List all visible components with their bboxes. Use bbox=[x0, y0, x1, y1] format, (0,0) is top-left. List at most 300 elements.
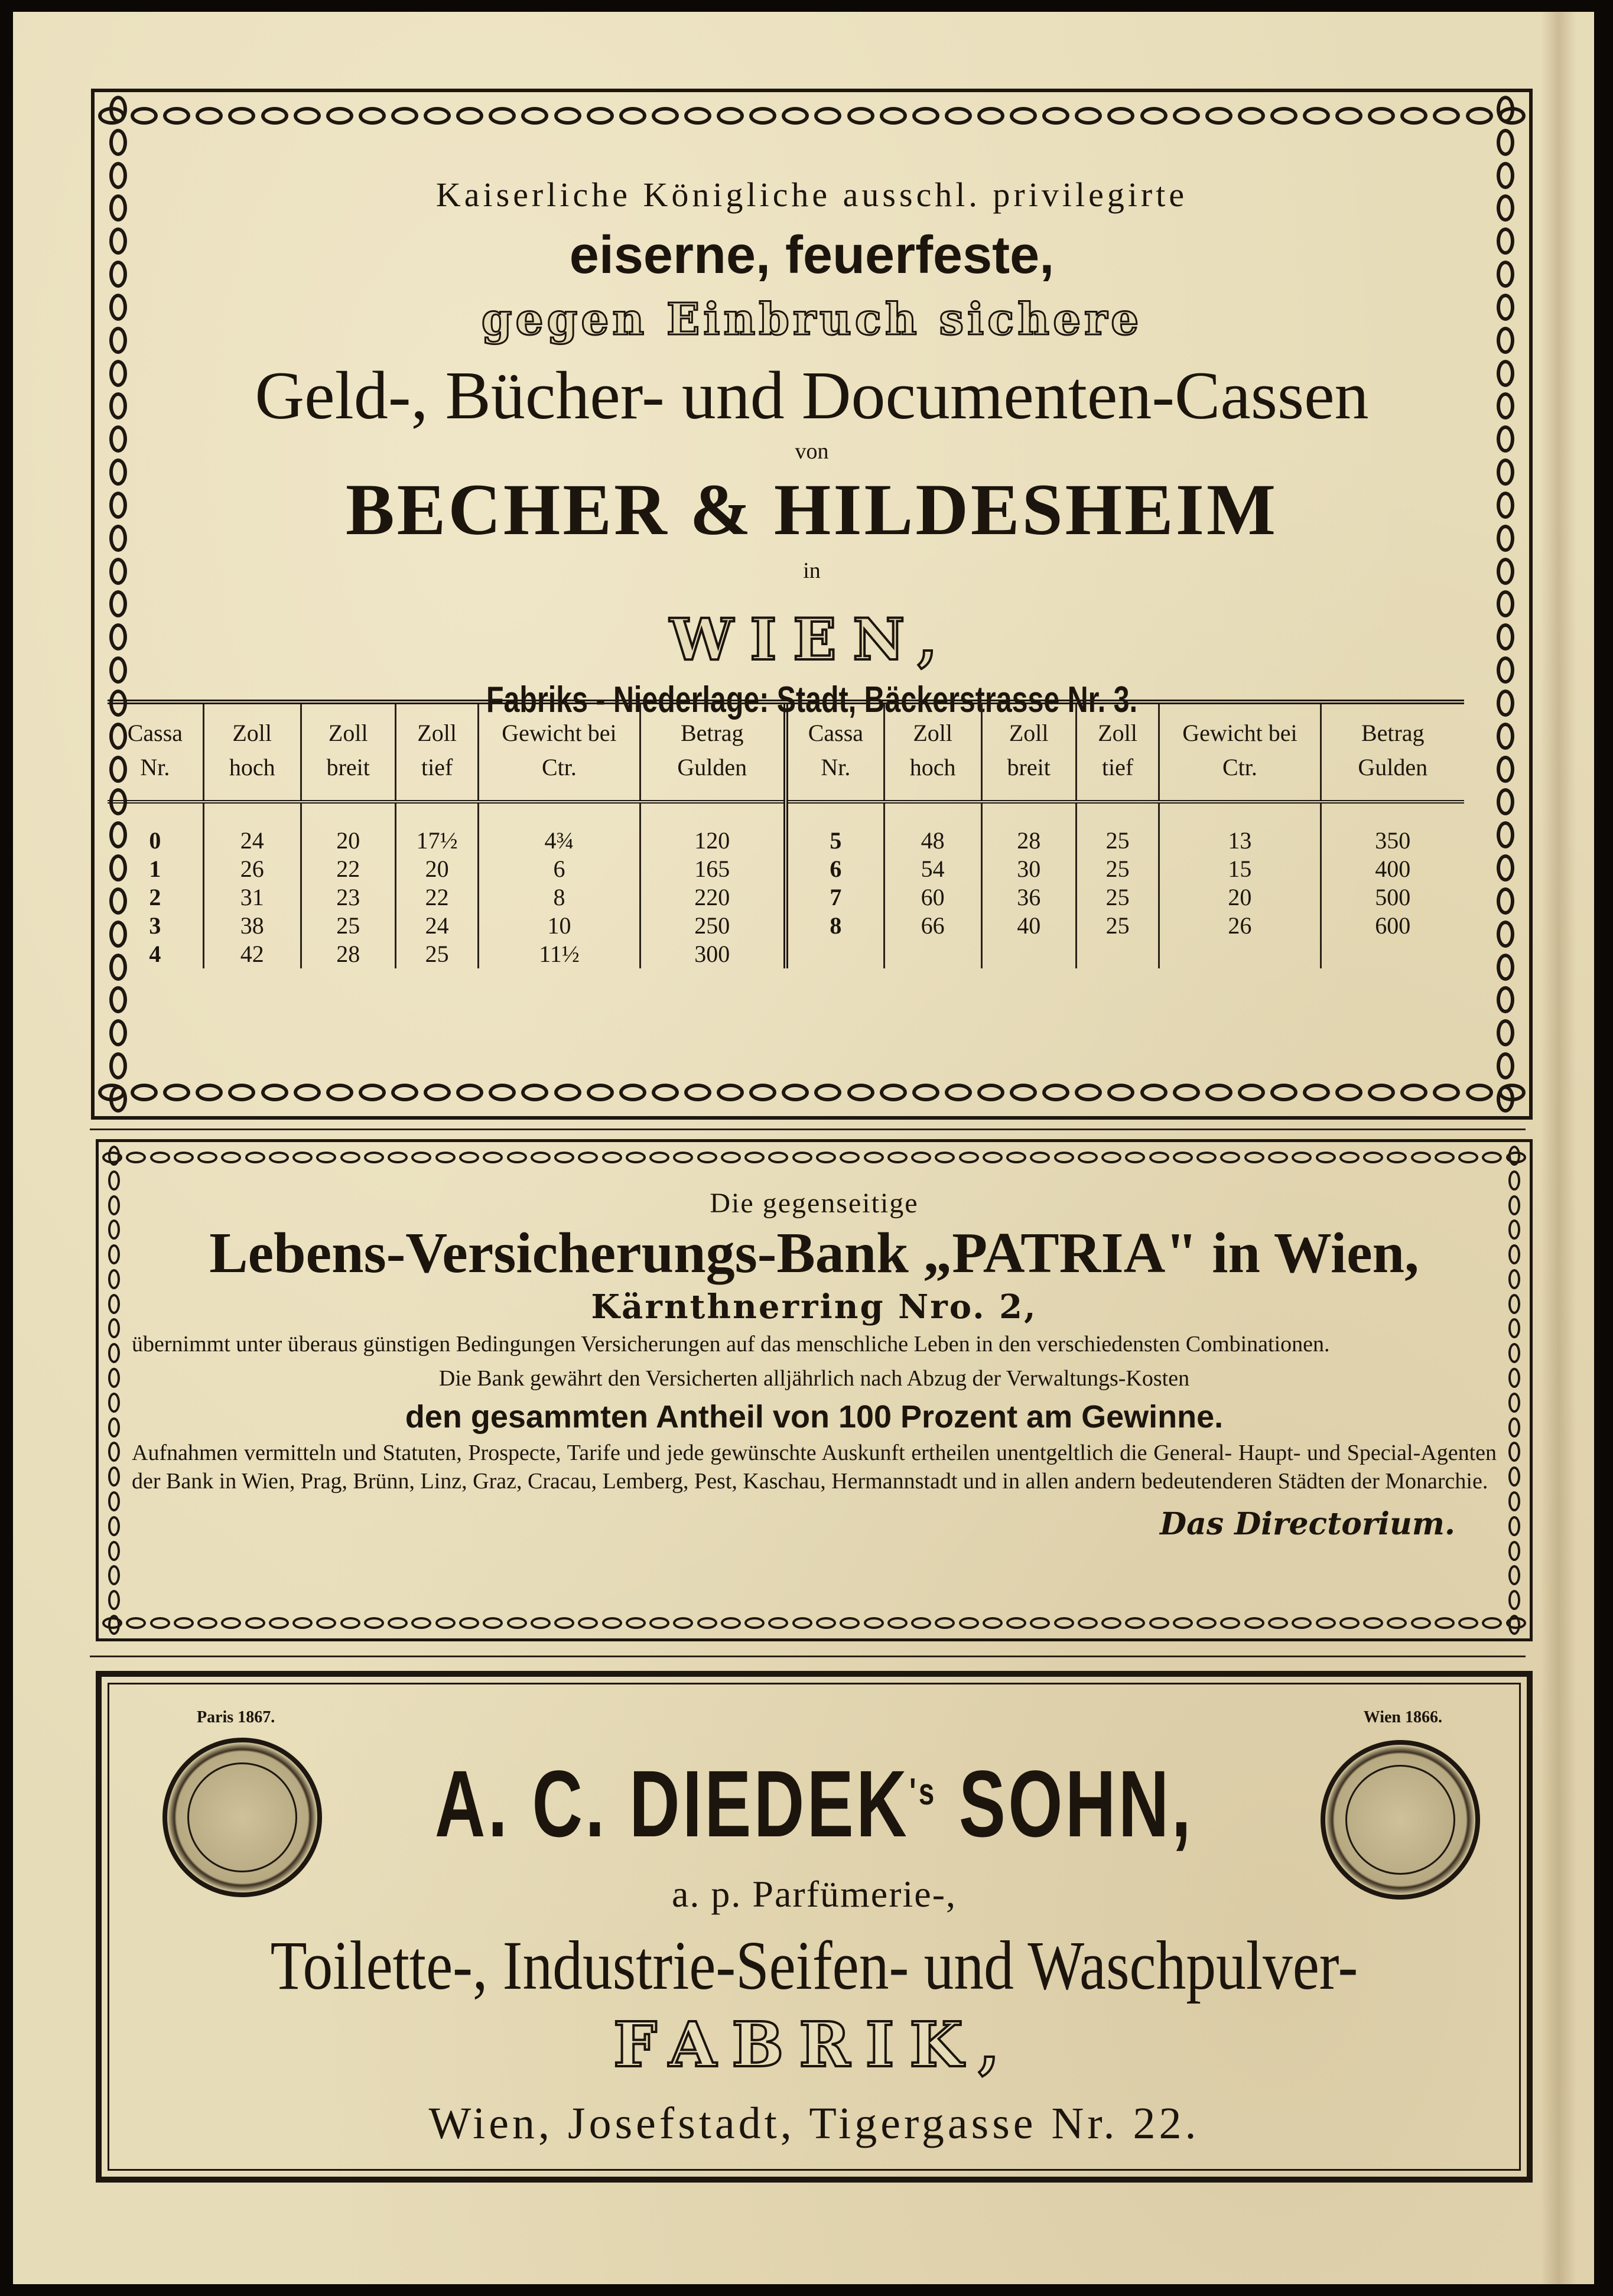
chain-link bbox=[261, 1084, 288, 1101]
chain-link bbox=[1508, 1393, 1520, 1413]
chain-link bbox=[768, 1617, 788, 1629]
chain-link bbox=[109, 1019, 127, 1046]
table-row bbox=[108, 883, 1464, 912]
chain-link bbox=[109, 986, 127, 1013]
chain-link bbox=[619, 107, 646, 125]
table-cell: 165 bbox=[640, 855, 786, 883]
chain-link bbox=[1220, 1152, 1240, 1163]
table-cell: 25 bbox=[1076, 855, 1159, 883]
chain-link bbox=[768, 1152, 788, 1163]
chain-link bbox=[108, 1219, 120, 1240]
table-cell: 25 bbox=[301, 912, 395, 940]
chain-link bbox=[673, 1152, 693, 1163]
table-cell: 11½ bbox=[479, 940, 640, 968]
chain-link bbox=[864, 1152, 884, 1163]
chain-link bbox=[649, 1617, 669, 1629]
chain-link bbox=[945, 1084, 972, 1101]
chain-link bbox=[554, 1084, 581, 1101]
chain-link bbox=[1292, 1152, 1312, 1163]
table-cell: 3 bbox=[149, 912, 161, 939]
chain-link bbox=[108, 1491, 120, 1511]
chain-link bbox=[340, 1617, 360, 1629]
chain-link bbox=[435, 1152, 456, 1163]
chain-link bbox=[684, 107, 711, 125]
chain-link bbox=[108, 1146, 120, 1166]
table-cell: 25 bbox=[395, 940, 478, 968]
chain-link bbox=[652, 107, 679, 125]
chain-link bbox=[1335, 1084, 1362, 1101]
chain-link bbox=[1411, 1617, 1431, 1629]
table-cell: 20 bbox=[1159, 883, 1321, 912]
table-cell: 600 bbox=[1321, 912, 1464, 940]
table-cell: 42 bbox=[203, 940, 301, 968]
chain-link bbox=[816, 1152, 836, 1163]
chain-link bbox=[959, 1152, 979, 1163]
table-header-cell: Zoll tief bbox=[1076, 704, 1159, 802]
chain-link bbox=[983, 1152, 1003, 1163]
chain-link bbox=[977, 1084, 1004, 1101]
chain-link bbox=[1497, 954, 1514, 981]
chain-link bbox=[228, 107, 255, 125]
medal-eagle bbox=[1345, 1765, 1455, 1875]
product-headline: Geld-, Bücher- und Documenten-Cassen bbox=[255, 358, 1369, 434]
chain-link bbox=[1497, 887, 1514, 915]
chain-link bbox=[959, 1617, 979, 1629]
chain-link bbox=[388, 1617, 408, 1629]
chain-link bbox=[1125, 1617, 1145, 1629]
table-cell: 10 bbox=[479, 912, 640, 940]
table-header-cell: Zoll breit bbox=[301, 704, 395, 802]
chain-link bbox=[456, 107, 483, 125]
table-cell: 4¾ bbox=[479, 802, 640, 855]
chain-link bbox=[1078, 1152, 1098, 1163]
chain-link bbox=[150, 1152, 170, 1163]
chain-link bbox=[1497, 788, 1514, 815]
chain-link bbox=[459, 1617, 479, 1629]
chain-link bbox=[1140, 107, 1168, 125]
company-name: BECHER & HILDESHEIM bbox=[345, 469, 1279, 550]
table-cell: 6 bbox=[479, 855, 640, 883]
chain-link bbox=[109, 360, 127, 387]
table-cell: 300 bbox=[640, 940, 786, 968]
table-cell: 66 bbox=[884, 912, 981, 940]
table-header-row bbox=[108, 704, 1464, 802]
chain-link bbox=[109, 458, 127, 486]
chain-link bbox=[109, 492, 127, 519]
diedek-fabrik: FABRIK, bbox=[613, 2008, 1015, 2081]
chain-link bbox=[1482, 1152, 1502, 1163]
chain-link bbox=[697, 1617, 717, 1629]
chain-link bbox=[1497, 1019, 1514, 1046]
chain-link bbox=[326, 107, 353, 125]
chain-link bbox=[294, 1084, 321, 1101]
table-cell: 25 bbox=[1076, 802, 1159, 855]
chain-link bbox=[945, 107, 972, 125]
chain-link bbox=[316, 1152, 336, 1163]
table-row bbox=[108, 802, 1464, 855]
chain-link bbox=[1316, 1617, 1336, 1629]
chain-link bbox=[109, 129, 127, 156]
chain-link bbox=[269, 1617, 289, 1629]
advertisement-page bbox=[13, 12, 1594, 2284]
table-cell: 40 bbox=[981, 912, 1076, 940]
chain-link bbox=[887, 1152, 908, 1163]
table-cell: 28 bbox=[301, 940, 395, 968]
chain-link bbox=[1363, 1617, 1383, 1629]
chain-link bbox=[108, 1541, 120, 1561]
chain-link bbox=[1497, 261, 1514, 288]
table-cell: 54 bbox=[884, 855, 981, 883]
table-header-cell: Zoll breit bbox=[981, 704, 1076, 802]
medal-caption-paris: Paris 1867. bbox=[197, 1708, 275, 1726]
diedek-company-name bbox=[292, 1749, 1336, 1858]
chain-link bbox=[1458, 1152, 1478, 1163]
chain-link bbox=[1400, 1084, 1427, 1101]
chain-link bbox=[744, 1617, 765, 1629]
chain-link bbox=[1054, 1617, 1074, 1629]
chain-link bbox=[619, 1084, 646, 1101]
chain-link bbox=[1387, 1152, 1407, 1163]
divider-rule bbox=[90, 1656, 1526, 1657]
table-cell bbox=[981, 940, 1076, 968]
table-cell: 500 bbox=[1321, 883, 1464, 912]
chain-link bbox=[1508, 1541, 1520, 1561]
chain-link bbox=[424, 107, 451, 125]
chain-link bbox=[1368, 1084, 1395, 1101]
table-cell: 48 bbox=[884, 802, 981, 855]
table-cell: 1 bbox=[149, 856, 161, 882]
chain-link bbox=[108, 1466, 120, 1487]
table-row bbox=[108, 855, 1464, 883]
cassa-price-table bbox=[108, 700, 1464, 968]
chain-link bbox=[108, 1442, 120, 1462]
chain-link bbox=[108, 1417, 120, 1438]
chain-link bbox=[1497, 986, 1514, 1013]
chain-border-bottom bbox=[102, 1611, 1526, 1635]
chain-link bbox=[531, 1617, 551, 1629]
chain-link bbox=[196, 107, 223, 125]
chain-link bbox=[744, 1152, 765, 1163]
chain-link bbox=[197, 1152, 217, 1163]
chain-link bbox=[196, 1084, 223, 1101]
table-row bbox=[108, 912, 1464, 940]
chain-link bbox=[1107, 107, 1134, 125]
chain-link bbox=[684, 1084, 711, 1101]
table-cell: 17½ bbox=[395, 802, 478, 855]
chain-link bbox=[816, 1617, 836, 1629]
table-header-cell: Zoll hoch bbox=[203, 704, 301, 802]
chain-link bbox=[269, 1152, 289, 1163]
chain-link bbox=[587, 107, 614, 125]
chain-link bbox=[1508, 1244, 1520, 1264]
chain-link bbox=[847, 107, 874, 125]
chain-link bbox=[1497, 756, 1514, 783]
chain-link bbox=[1303, 1084, 1330, 1101]
table-cell: 25 bbox=[1076, 883, 1159, 912]
chain-link bbox=[109, 194, 127, 222]
chain-link bbox=[294, 107, 321, 125]
chain-link bbox=[1497, 558, 1514, 585]
chain-link bbox=[108, 1294, 120, 1314]
chain-link bbox=[109, 656, 127, 684]
chain-link bbox=[1497, 458, 1514, 486]
chain-link bbox=[814, 107, 841, 125]
chain-link bbox=[1173, 1617, 1193, 1629]
table-cell: 36 bbox=[981, 883, 1076, 912]
table-cell bbox=[1076, 940, 1159, 968]
table-header-cell: Gewicht bei Ctr. bbox=[1159, 704, 1321, 802]
chain-link bbox=[108, 1244, 120, 1264]
table-header-cell: Gewicht bei Ctr. bbox=[479, 704, 640, 802]
chain-link bbox=[1010, 1084, 1037, 1101]
chain-link bbox=[1196, 1617, 1217, 1629]
chain-link bbox=[1205, 107, 1232, 125]
table-cell: 31 bbox=[203, 883, 301, 912]
table-cell: 20 bbox=[395, 855, 478, 883]
chain-link bbox=[792, 1152, 812, 1163]
chain-link bbox=[1497, 96, 1514, 123]
chain-link bbox=[1497, 723, 1514, 750]
chain-link bbox=[109, 294, 127, 321]
chain-link bbox=[108, 1170, 120, 1191]
table-cell bbox=[884, 940, 981, 968]
chain-link bbox=[1238, 1084, 1265, 1101]
diedek-products: Toilette-, Industrie-Seifen- und Waschpulver- bbox=[270, 1927, 1358, 2004]
chain-link bbox=[1268, 1617, 1288, 1629]
chain-link bbox=[626, 1617, 646, 1629]
chain-link bbox=[108, 1590, 120, 1610]
chain-link bbox=[587, 1084, 614, 1101]
chain-link bbox=[109, 425, 127, 453]
chain-link bbox=[1078, 1617, 1098, 1629]
table-cell: 24 bbox=[395, 912, 478, 940]
chain-link bbox=[1497, 194, 1514, 222]
chain-link bbox=[292, 1152, 313, 1163]
chain-link bbox=[840, 1617, 860, 1629]
chain-link bbox=[912, 107, 939, 125]
table-cell: 350 bbox=[1321, 802, 1464, 855]
table-cell: 400 bbox=[1321, 855, 1464, 883]
chain-link bbox=[880, 1084, 907, 1101]
chain-link bbox=[459, 1152, 479, 1163]
table-cell: 13 bbox=[1159, 802, 1321, 855]
chain-link bbox=[261, 107, 288, 125]
table-cell bbox=[1321, 940, 1464, 968]
chain-link bbox=[721, 1152, 741, 1163]
chain-border-left bbox=[102, 1146, 126, 1635]
chain-link bbox=[435, 1617, 456, 1629]
chain-link bbox=[174, 1617, 194, 1629]
chain-link bbox=[326, 1084, 353, 1101]
chain-link bbox=[108, 1615, 120, 1635]
chain-link bbox=[109, 525, 127, 552]
table-cell: 8 bbox=[479, 883, 640, 912]
von-label: von bbox=[795, 438, 829, 464]
table-cell: 7 bbox=[786, 883, 884, 912]
table-cell: 38 bbox=[203, 912, 301, 940]
table-cell bbox=[1159, 940, 1321, 968]
chain-link bbox=[340, 1152, 360, 1163]
chain-link bbox=[108, 1318, 120, 1338]
table-cell: 22 bbox=[301, 855, 395, 883]
chain-link bbox=[1149, 1617, 1169, 1629]
chain-link bbox=[554, 1152, 574, 1163]
chain-link bbox=[1482, 1617, 1502, 1629]
chain-link bbox=[1075, 107, 1102, 125]
chain-link bbox=[197, 1617, 217, 1629]
diedek-sohn: SOHN, bbox=[958, 1751, 1194, 1856]
chain-link bbox=[717, 107, 744, 125]
table-row bbox=[108, 940, 1464, 968]
medal-caption-wien: Wien 1866. bbox=[1363, 1708, 1442, 1726]
chain-link bbox=[531, 1152, 551, 1163]
chain-link bbox=[1292, 1617, 1312, 1629]
table-cell: 25 bbox=[1076, 912, 1159, 940]
chain-link bbox=[649, 1152, 669, 1163]
chain-link bbox=[911, 1617, 931, 1629]
chain-link bbox=[1006, 1617, 1026, 1629]
table-cell: 220 bbox=[640, 883, 786, 912]
chain-link bbox=[1508, 1146, 1520, 1166]
chain-link bbox=[717, 1084, 744, 1101]
chain-link bbox=[1508, 1615, 1520, 1635]
chain-link bbox=[1497, 360, 1514, 387]
chain-link bbox=[108, 1368, 120, 1388]
chain-link bbox=[163, 1084, 190, 1101]
chain-link bbox=[1006, 1152, 1026, 1163]
table-cell: 15 bbox=[1159, 855, 1321, 883]
chain-link bbox=[1508, 1442, 1520, 1462]
chain-link bbox=[749, 107, 776, 125]
chain-link bbox=[1125, 1152, 1145, 1163]
chain-link bbox=[1497, 227, 1514, 255]
chain-link bbox=[1387, 1617, 1407, 1629]
chain-link bbox=[1497, 854, 1514, 882]
chain-link bbox=[109, 1085, 127, 1113]
chain-link bbox=[391, 107, 418, 125]
patria-profit-share: den gesammten Antheil von 100 Prozent am Gewinne. bbox=[405, 1399, 1224, 1435]
table-cell: 5 bbox=[786, 802, 884, 855]
chain-link bbox=[977, 107, 1004, 125]
chain-link bbox=[424, 1084, 451, 1101]
divider-rule bbox=[90, 1129, 1526, 1130]
chain-link bbox=[1270, 1084, 1297, 1101]
chain-link bbox=[1244, 1152, 1264, 1163]
chain-link bbox=[245, 1152, 265, 1163]
chain-link bbox=[1268, 1152, 1288, 1163]
chain-link bbox=[1508, 1343, 1520, 1363]
chain-link bbox=[1497, 327, 1514, 354]
chain-link bbox=[1101, 1617, 1121, 1629]
patria-signature: Das Directorium. bbox=[1160, 1505, 1455, 1542]
chain-link bbox=[1149, 1152, 1169, 1163]
table-cell: 24 bbox=[203, 802, 301, 855]
chain-link bbox=[1497, 690, 1514, 717]
chain-link bbox=[1497, 129, 1514, 156]
chain-link bbox=[1508, 1269, 1520, 1289]
chain-link bbox=[578, 1152, 598, 1163]
chain-link bbox=[1173, 1084, 1200, 1101]
chain-link bbox=[1196, 1152, 1217, 1163]
page-fold-shadow bbox=[1541, 12, 1576, 2284]
chain-link bbox=[1042, 107, 1069, 125]
patria-paragraph-3: Aufnahmen vermitteln und Statuten, Prospecte, Tarife und jede gewünschte Auskunft ertheilen unentgeltlich die General- Haupt- und Special-Agenten der Bank in Wien, Prag, Brünn, Linz, Graz, Cracau, Lemberg, Pest, Kaschau, Hermannstadt und in allen andern bedeutenderen Städten der Monarchie. bbox=[132, 1440, 1497, 1494]
table-cell: 20 bbox=[301, 802, 395, 855]
chain-link bbox=[847, 1084, 874, 1101]
chain-link bbox=[1316, 1152, 1336, 1163]
chain-link bbox=[1497, 425, 1514, 453]
chain-link bbox=[1508, 1565, 1520, 1585]
chain-link bbox=[109, 1052, 127, 1079]
table-cell: 23 bbox=[301, 883, 395, 912]
chain-border-top bbox=[98, 96, 1526, 136]
chain-link bbox=[1270, 107, 1297, 125]
chain-link bbox=[1030, 1617, 1050, 1629]
burglar-proof-line: gegen Einbruch sichere bbox=[481, 294, 1143, 345]
table-cell: 8 bbox=[786, 912, 884, 940]
diedek-advertisement bbox=[96, 1671, 1533, 2183]
chain-link bbox=[174, 1152, 194, 1163]
chain-link bbox=[109, 558, 127, 585]
table-cell: 2 bbox=[149, 884, 161, 910]
chain-link bbox=[1303, 107, 1330, 125]
table-cell: 6 bbox=[786, 855, 884, 883]
chain-link bbox=[1497, 492, 1514, 519]
patria-advertisement bbox=[96, 1139, 1533, 1641]
chain-link bbox=[1173, 107, 1200, 125]
chain-link bbox=[1030, 1152, 1050, 1163]
chain-link bbox=[1433, 1084, 1460, 1101]
chain-link bbox=[108, 1516, 120, 1536]
table-cell: 22 bbox=[395, 883, 478, 912]
chain-link bbox=[1497, 162, 1514, 189]
chain-link bbox=[1244, 1617, 1264, 1629]
chain-link bbox=[1368, 107, 1395, 125]
chain-link bbox=[1335, 107, 1362, 125]
chain-link bbox=[1497, 656, 1514, 684]
chain-link bbox=[697, 1152, 717, 1163]
chain-link bbox=[1508, 1417, 1520, 1438]
table-cell: 28 bbox=[981, 802, 1076, 855]
chain-link bbox=[1508, 1491, 1520, 1511]
chain-link bbox=[1339, 1152, 1360, 1163]
chain-link bbox=[1173, 1152, 1193, 1163]
table-header-cell: Betrag Gulden bbox=[640, 704, 786, 802]
diedek-perfumery: a. p. Parfümerie-, bbox=[671, 1873, 957, 1915]
chain-link bbox=[554, 1617, 574, 1629]
chain-link bbox=[1205, 1084, 1232, 1101]
chain-link bbox=[292, 1617, 313, 1629]
table-cell: 60 bbox=[884, 883, 981, 912]
chain-link bbox=[814, 1084, 841, 1101]
chain-link bbox=[880, 107, 907, 125]
in-label: in bbox=[803, 558, 821, 583]
chain-link bbox=[1497, 1052, 1514, 1079]
chain-link bbox=[1497, 1085, 1514, 1113]
chain-link bbox=[864, 1617, 884, 1629]
chain-link bbox=[108, 1393, 120, 1413]
chain-link bbox=[1054, 1152, 1074, 1163]
table-cell: 0 bbox=[149, 827, 161, 854]
chain-link bbox=[109, 327, 127, 354]
patria-address: Kärnthnerring Nro. 2, bbox=[591, 1287, 1038, 1326]
chain-link bbox=[840, 1152, 860, 1163]
patria-paragraph-1: übernimmt unter überaus günstigen Bedingungen Versicherungen auf das menschliche Leben in den verschiedensten Combinationen. bbox=[132, 1331, 1330, 1357]
chain-link bbox=[411, 1617, 431, 1629]
chain-link bbox=[228, 1084, 255, 1101]
chain-link bbox=[911, 1152, 931, 1163]
chain-link bbox=[108, 1269, 120, 1289]
